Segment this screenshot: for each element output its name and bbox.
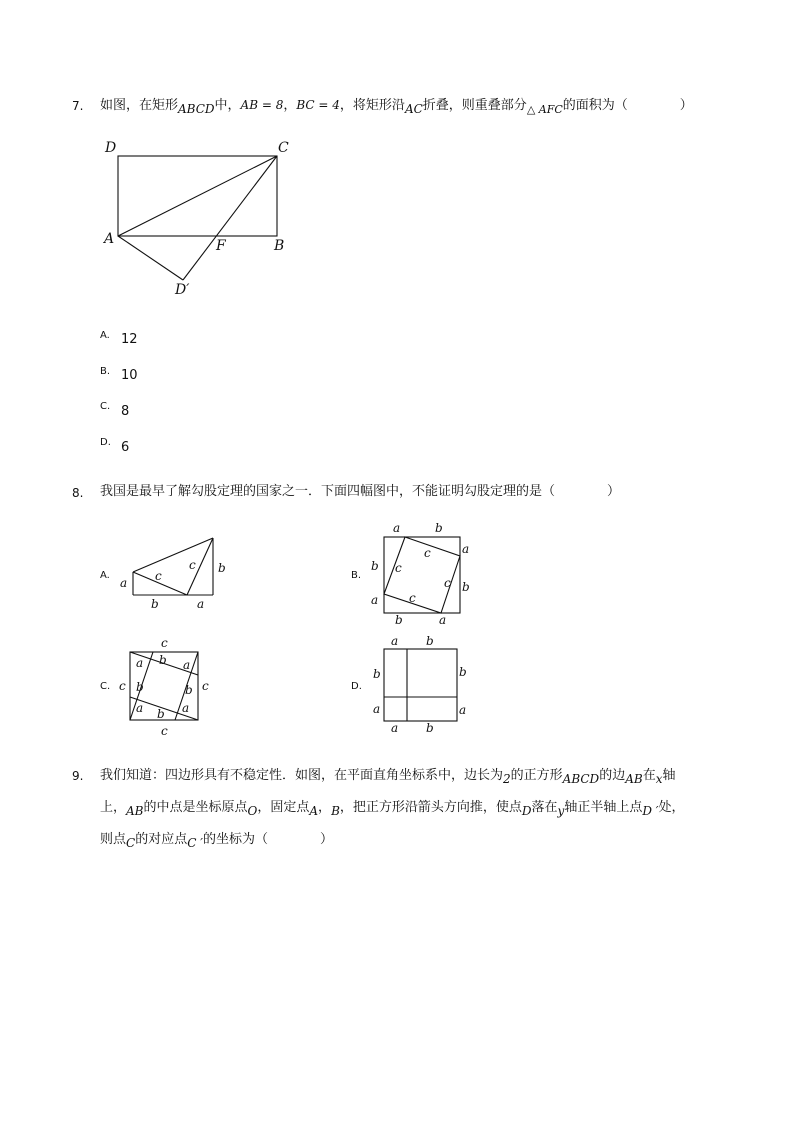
- q9-text: 轴: [662, 768, 676, 783]
- q8c-label: c: [119, 679, 126, 693]
- option-value: 10: [121, 368, 138, 383]
- option-letter: B.: [100, 366, 111, 377]
- q8a-label: a: [120, 576, 128, 590]
- q7-text: 折叠，则重叠部分: [422, 98, 527, 113]
- q8c-label: b: [159, 653, 167, 667]
- q9-text: 的中点是坐标原点: [143, 800, 248, 815]
- q8a-top-hyp: [133, 538, 213, 572]
- q9-stem-line2: [100, 798, 685, 817]
- q8-figure-d: [365, 632, 475, 738]
- q7-figure: [95, 135, 305, 300]
- q7-diagonal-ac: [118, 156, 277, 236]
- q9-text: 我们知道：四边形具有不稳定性．如图，在平面直角坐标系中，边长为: [100, 768, 504, 783]
- q7-text: 如图，在矩形: [100, 98, 179, 113]
- q8a-label: c: [189, 558, 196, 572]
- q7-math-bc: BC = 4: [296, 98, 340, 112]
- q8a-label: a: [197, 597, 205, 611]
- q8a-label: b: [218, 561, 226, 575]
- q8d-label: a: [459, 703, 467, 717]
- q7-math-ac: AC: [404, 102, 423, 116]
- q9-math: x: [655, 772, 663, 786]
- q8a-label: b: [151, 597, 159, 611]
- q9-math: B: [331, 804, 340, 818]
- q8b-outer-square: [384, 537, 460, 613]
- q8c-label: c: [202, 679, 209, 693]
- q9-text: ，: [318, 800, 332, 815]
- q8-stem: [100, 483, 620, 501]
- q8d-label: b: [426, 634, 434, 648]
- option-letter: D.: [100, 437, 111, 448]
- q7-number: 7.: [72, 99, 84, 113]
- q8d-label: a: [391, 634, 399, 648]
- q9-text: 在: [642, 768, 656, 783]
- q9-text: 的对应点: [135, 832, 188, 847]
- q7-text: 的面积为（: [562, 98, 628, 113]
- q9-text: ）: [319, 832, 333, 847]
- q9-stem-line3: [100, 830, 333, 849]
- q7-text: 中，: [214, 98, 241, 113]
- q8a-label: c: [155, 569, 162, 583]
- q8c-label: c: [161, 636, 168, 650]
- q8b-label: c: [395, 561, 402, 575]
- q9-text: 轴正半轴上点: [564, 800, 643, 815]
- q8-figure-c: [115, 635, 215, 740]
- q7-label-d: D: [105, 140, 117, 156]
- option-value: 6: [121, 440, 130, 455]
- q8d-label: a: [391, 721, 399, 735]
- q9-text: 则点: [100, 832, 127, 847]
- q7-label-b: B: [274, 238, 285, 254]
- q8-text: 我国是最早了解勾股定理的国家之一．下面四幅图中，不能证明勾股定理的是（: [100, 484, 556, 499]
- q8c-label: a: [136, 656, 144, 670]
- q8-text: ）: [607, 484, 621, 499]
- q9-math: C ′: [187, 836, 203, 850]
- q7-line-cd: [183, 156, 277, 280]
- q9-math: ABCD: [562, 772, 600, 786]
- q8b-label: c: [424, 546, 431, 560]
- q9-math: AB: [625, 772, 643, 786]
- q9-math: O: [247, 804, 258, 818]
- q7-text: ，将矩形沿: [339, 98, 405, 113]
- q8-number: 8.: [72, 486, 84, 500]
- q7-math-ab: AB = 8: [240, 98, 284, 112]
- q9-text: 的坐标为（: [202, 832, 268, 847]
- q8d-label: a: [373, 702, 381, 716]
- q8b-label: b: [395, 613, 403, 627]
- q9-math: 2: [503, 772, 511, 786]
- q8d-outer-square: [384, 649, 457, 721]
- q8c-label: a: [136, 701, 144, 715]
- q7-label-a: A: [104, 231, 115, 247]
- q8b-label: b: [462, 580, 470, 594]
- q9-math: D: [521, 804, 532, 818]
- q7-line-ad: [118, 236, 183, 280]
- q7-math-abcd: ABCD: [178, 102, 215, 116]
- q8c-label: b: [185, 683, 193, 697]
- q8c-label: c: [161, 724, 168, 738]
- q8-figure-b: [365, 520, 475, 630]
- q8d-label: b: [459, 665, 467, 679]
- option-letter: B.: [351, 570, 362, 581]
- option-value: 12: [121, 332, 138, 347]
- q9-math: C: [126, 836, 136, 850]
- q9-text: 处，: [658, 800, 685, 815]
- q8b-label: a: [371, 593, 379, 607]
- q8d-label: b: [426, 721, 434, 735]
- q9-text: 的边: [599, 768, 626, 783]
- q9-math: A: [309, 804, 319, 818]
- q9-text: 上，: [100, 800, 127, 815]
- q8b-label: b: [371, 559, 379, 573]
- option-letter: A.: [100, 570, 110, 581]
- option-letter: D.: [351, 681, 362, 692]
- q9-text: 的正方形: [510, 768, 563, 783]
- q9-text: 落在: [531, 800, 558, 815]
- q8-figure-a: [115, 532, 235, 614]
- q7-label-f: F: [216, 238, 226, 254]
- q7-label-c: C: [278, 140, 289, 156]
- q8c-label: b: [136, 680, 144, 694]
- q8d-label: b: [373, 667, 381, 681]
- q7-stem: [100, 96, 693, 115]
- q9-text: ，固定点: [257, 800, 310, 815]
- q8b-label: a: [393, 521, 401, 535]
- q9-stem-line1: [100, 766, 676, 785]
- q7-math-afc: △ AFC: [526, 103, 563, 116]
- q8c-label: a: [183, 658, 191, 672]
- q8b-label: c: [409, 591, 416, 605]
- q9-math: AB: [126, 804, 144, 818]
- q9-number: 9.: [72, 769, 84, 783]
- q8c-label: b: [157, 707, 165, 721]
- q8b-inner-square: [384, 537, 460, 613]
- q9-math: D ′: [642, 804, 659, 818]
- q8b-label: a: [439, 613, 447, 627]
- option-letter: A.: [100, 330, 110, 341]
- option-value: 8: [121, 404, 130, 419]
- q8b-label: a: [462, 542, 470, 556]
- q7-text: ）: [679, 98, 693, 113]
- q8b-label: c: [444, 576, 451, 590]
- q9-text: ，把正方形沿箭头方向推，使点: [339, 800, 522, 815]
- q8c-label: a: [182, 701, 190, 715]
- q7-text: ，: [283, 98, 297, 113]
- q7-label-dprime: D′: [175, 282, 190, 298]
- q9-math: y: [557, 804, 565, 818]
- q8b-label: b: [435, 521, 443, 535]
- option-letter: C.: [100, 401, 111, 412]
- option-letter: C.: [100, 681, 111, 692]
